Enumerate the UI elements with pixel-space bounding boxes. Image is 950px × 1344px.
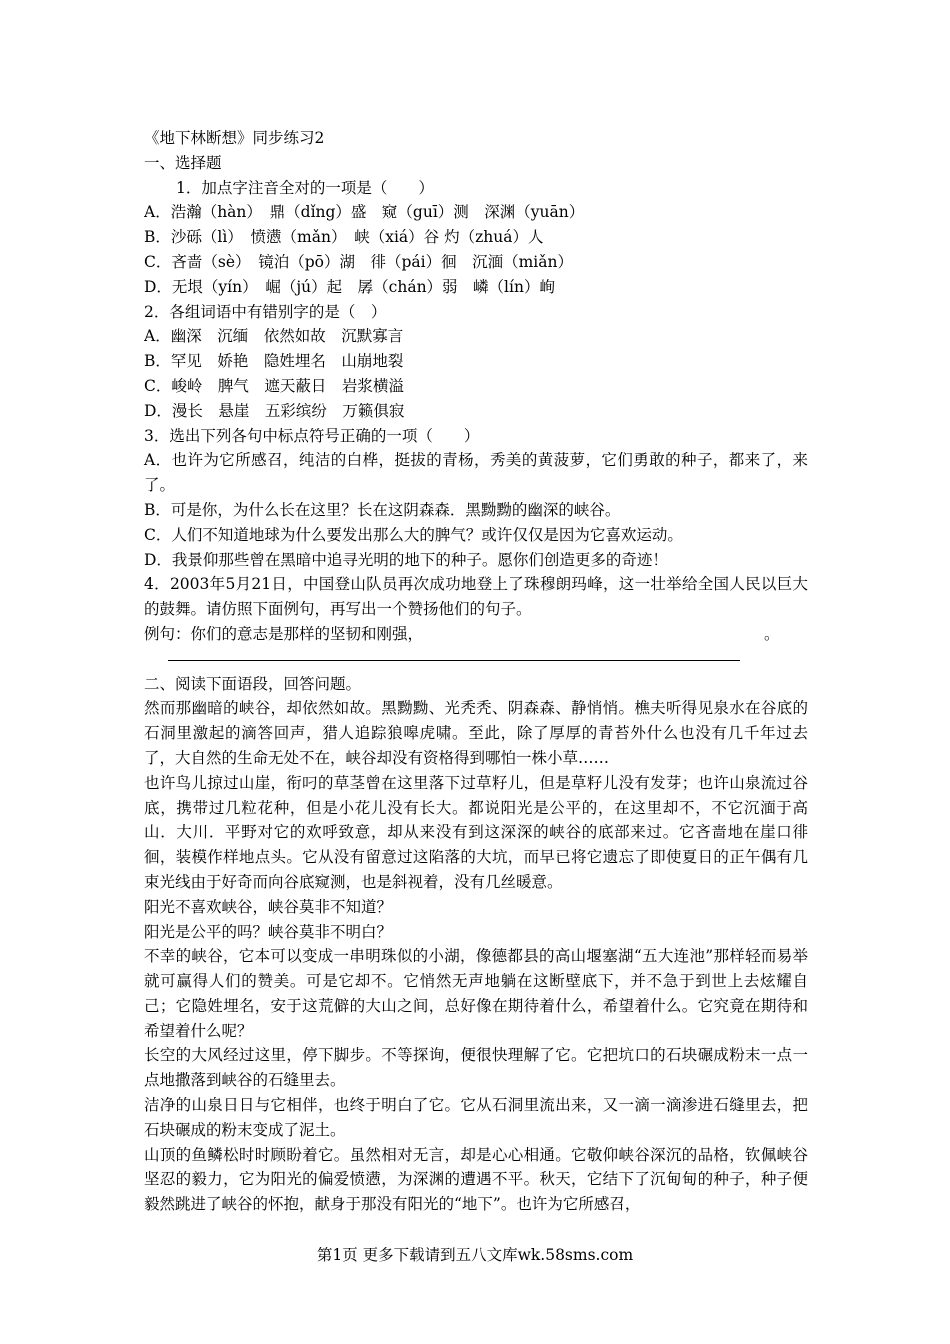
question-1-option-a: A．浩瀚（hàn） 鼎（dǐng）盛 窥（guī）测 深渊（yuān） (144, 203, 585, 222)
question-1-option-c: C．吝啬（sè） 镜泊（pō）湖 徘（pái）徊 沉湎（miǎn） (144, 252, 573, 271)
section-heading-choice: 一、选择题 (144, 153, 222, 172)
question-2-option-d: D．漫长 悬崖 五彩缤纷 万籁俱寂 (144, 401, 405, 420)
question-2-option-c: C．峻岭 脾气 遮天蔽日 岩浆横溢 (144, 376, 404, 395)
question-3-option-a: A．也许为它所感召，纯洁的白桦，挺拔的青杨，秀美的黄菠萝，它们勇敢的种子，都来了，来了。 (144, 451, 808, 495)
document-title: 《地下林断想》同步练习2 (144, 129, 325, 147)
page-footer: 第1页 更多下载请到五八文库wk.58sms.com (316, 1246, 634, 1264)
question-3-option-c: C．人们不知道地球为什么要发出那么大的脾气？或许仅仅是因为它喜欢运动。 (144, 525, 683, 544)
answer-blank-rule (168, 660, 740, 661)
question-2-option-b: B．罕见 娇艳 隐姓埋名 山崩地裂 (144, 352, 404, 371)
question-3-stem: 3．选出下列各句中标点符号正确的一项（ ） (144, 426, 480, 445)
question-4-example (144, 622, 808, 647)
passage-paragraph-8: 山顶的鱼鳞松时时顾盼着它。虽然相对无言，却是心心相通。它敬仰峡谷深沉的品格，钦佩峡谷坚忍的毅力，它为阳光的偏爱愤懑，为深渊的遭遇不平。秋天，它结下了沉甸甸的种子，种子便毅然跳进了峡谷的怀抱，献身于那没有阳光的“地下”。也许为它所感召， (144, 1145, 808, 1214)
question-2-option-a: A．幽深 沉缅 依然如故 沉默寡言 (144, 327, 404, 346)
question-3-option-d: D．我景仰那些曾在黑暗中追寻光明的地下的种子。愿你们创造更多的奇迹！ (144, 550, 668, 569)
question-1-option-d: D．无垠（yín） 崛（jú）起 孱（chán）弱 嶙（lín）峋 (144, 277, 555, 296)
passage-paragraph-3: 阳光不喜欢峡谷，峡谷莫非不知道？ (144, 897, 393, 916)
passage-paragraph-2: 也许鸟儿掠过山崖，衔叼的草茎曾在这里落下过草籽儿，但是草籽儿没有发芽；也许山泉流过谷底，携带过几粒花种，但是小花儿没有长大。都说阳光是公平的，在这里却不，不它沉湎于高山．大川．平野对它的欢呼致意，却从来没有到这深深的峡谷的底部来过。它吝啬地在崖口徘徊，装模作样地点头。它从没有留意过这陷落的大坑，而早已将它遗忘了即使夏日的正午偶有几束光线由于好奇而向谷底窥测，也是斜视着，没有几丝暖意。 (144, 773, 808, 891)
passage-paragraph-5: 不幸的峡谷，它本可以变成一串明珠似的小湖，像德都县的高山堰塞湖“五大连池”那样轻而易举就可赢得人们的赞美。可是它却不。它悄然无声地躺在这断壁底下，并不急于到世上去炫耀自己；它隐姓埋名，安于这荒僻的大山之间，总好像在期待着什么，希望着什么。它究竟在期待和希望着什么呢？ (144, 947, 808, 1040)
question-4-example-text: 例句：你们的意志是那样的坚韧和刚强， (144, 624, 424, 643)
passage-paragraph-7: 洁净的山泉日日与它相伴，也终于明白了它。它从石洞里流出来，又一滴一滴渗进石缝里去，把石块碾成的粉末变成了泥土。 (144, 1096, 808, 1139)
question-4-example-end: 。 (764, 624, 780, 643)
question-1-stem: 1．加点字注音全对的一项是（ ） (176, 178, 434, 197)
document-body (144, 126, 808, 1217)
question-4-stem: 4．2003年5月21日，中国登山队员再次成功地登上了珠穆朗玛峰，这一壮举给全国人民以巨大的鼓舞。请仿照下面例句，再写出一个赞扬他们的句子。 (144, 575, 808, 619)
question-2-stem: 2．各组词语中有错别字的是（ ） (144, 302, 387, 321)
section-heading-reading: 二、阅读下面语段，回答问题。 (144, 674, 362, 693)
answer-blank[interactable] (144, 647, 808, 672)
passage-paragraph-4: 阳光是公平的吗？峡谷莫非不明白？ (144, 922, 393, 941)
passage-paragraph-1: 然而那幽暗的峡谷，却依然如故。黑黝黝、光秃秃、阴森森、静悄悄。樵夫听得见泉水在谷底的石洞里激起的滴答回声，猎人追踪狼嗥虎啸。至此，除了厚厚的青苔外什么也没有几千年过去了，大自然的生命无处不在，峡谷却没有资格得到哪怕一株小草…… (144, 699, 808, 767)
question-3-option-b: B．可是你，为什么长在这里？长在这阴森森．黑黝黝的幽深的峡谷。 (144, 500, 621, 519)
question-1-option-b: B．沙砾（lì） 愤懑（mǎn） 峡（xiá）谷 灼（zhuá）人 (144, 228, 544, 247)
passage-paragraph-6: 长空的大风经过这里，停下脚步。不等探询，便很快理解了它。它把坑口的石块碾成粉末一点一点地撒落到峡谷的石缝里去。 (144, 1046, 808, 1090)
